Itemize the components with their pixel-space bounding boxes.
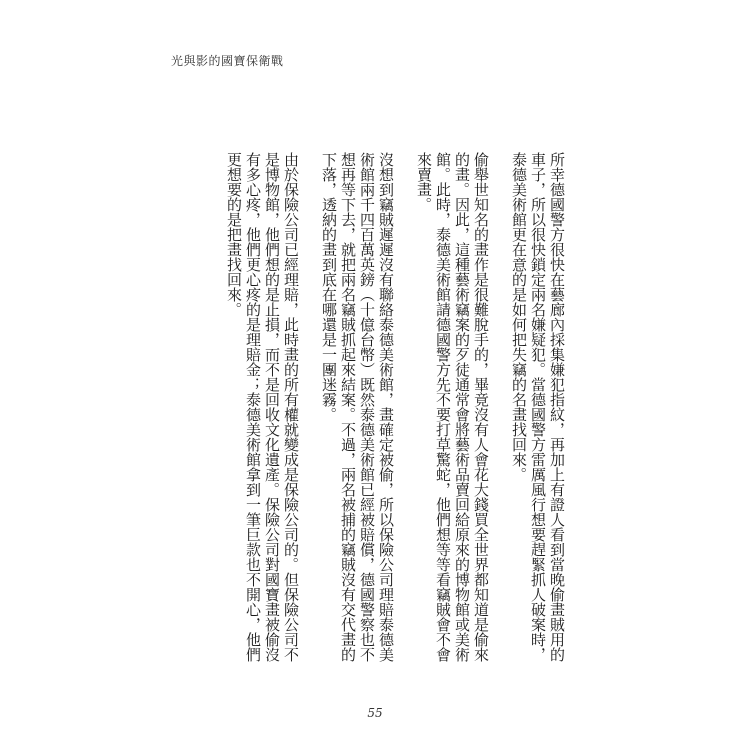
paragraph: 所幸德國警方很快在藝廊內採集嫌犯指紋，再加上有證人看到當晚偷畫賊用的車子，所以很快鎖定兩名嫌疑犯。當德國警方雷厲風行想要趕緊抓人破案時，泰德美術館更在意的是如何把失竊的名畫找回來。 (510, 152, 566, 662)
body-text (166, 152, 566, 672)
paragraph: 偷舉世知名的畫作是很難脫手的，畢竟沒有人會花大錢買全世界都知道是偷來的畫。因此，這種藝術竊案的歹徒通常會將藝術品賣回給原來的博物館或美術館。此時，泰德美術館請德國警方先不要打草驚蛇，他們想等等看竊賊會不會來賣畫。 (415, 152, 490, 662)
running-head-title: 光與影的國寶保衛戰 (171, 54, 284, 68)
paragraph: 由於保險公司已經理賠，此時畫的所有權就變成是保險公司的。但保險公司不是博物館，他們想的是止損，而不是回收文化遺產。保險公司對國寶畫被偷沒有多心疼，他們更心疼的是理賠金；泰德美術館拿到一筆巨款也不開心，他們更想要的是把畫找回來。 (225, 152, 300, 662)
paragraph: 沒想到竊賊遲遲沒有聯絡泰德美術館，畫確定被偷，所以保險公司理賠泰德美術館兩千四百萬英鎊（十億台幣）既然泰德美術館已經被賠償，德國警察也不想再等下去，就把兩名竊賊抓起來結案。不過，兩名被捕的竊賊沒有交代畫的下落，透納的畫到底在哪還是一團迷霧。 (320, 152, 395, 662)
page-number: 55 (367, 706, 383, 720)
